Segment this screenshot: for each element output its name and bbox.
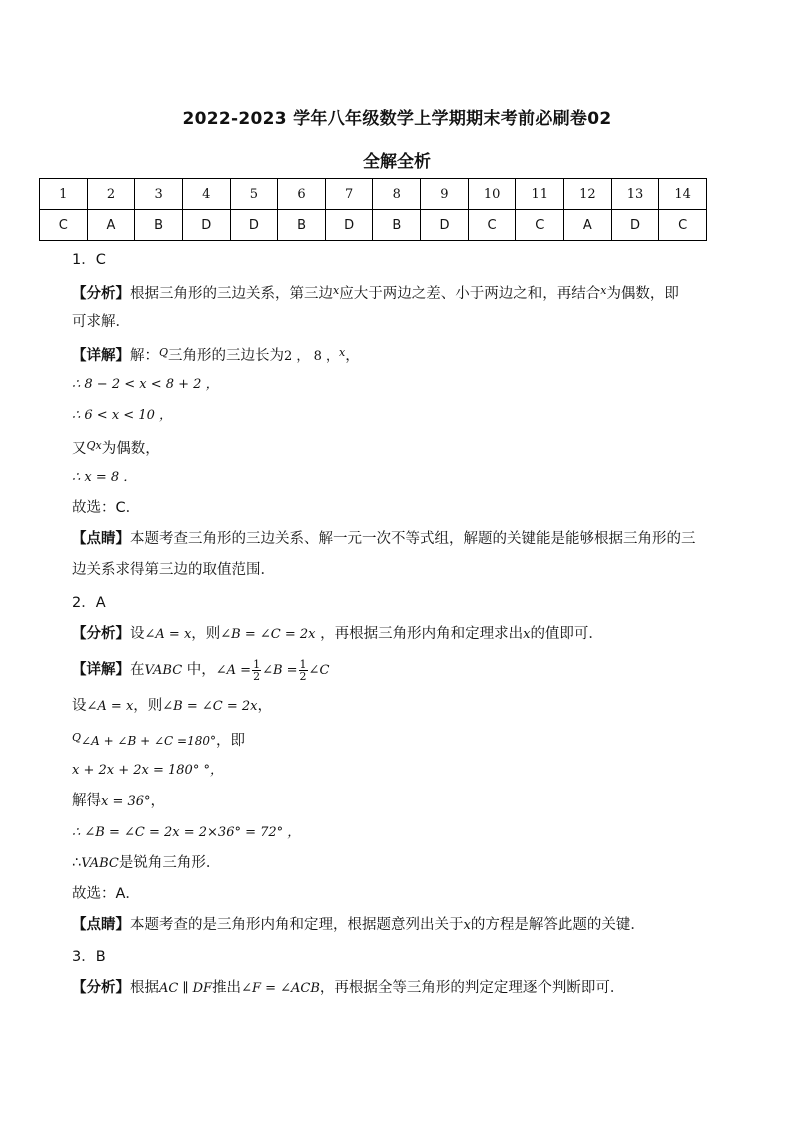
q2-detail-text-b: 中， <box>182 662 216 678</box>
fraction-denominator: 2 <box>299 669 307 683</box>
q1-step3-text-b: 为偶数， <box>101 441 160 457</box>
fraction-half <box>252 659 261 682</box>
math-expr: ∴ 8 − 2 < x < 8 + 2 ， <box>72 377 219 392</box>
q1-detail-text-a: 解： <box>130 348 159 364</box>
question-number: 2 <box>87 179 135 210</box>
answer-cell: D <box>230 210 278 241</box>
q2-sum-text-b: ，即 <box>216 733 246 749</box>
q3-heading: 3．B <box>72 949 106 965</box>
q1-comment-line-1 <box>72 529 696 549</box>
answer-cell: B <box>135 210 183 241</box>
q3-analysis-text-c: ，再根据全等三角形的判定定理逐个判断即可． <box>319 980 625 996</box>
q1-comment-text-a: 本题考查三角形的三边关系、解一元一次不等式组，解题的关键能是能够根据三角形的三 <box>130 531 696 547</box>
q2-set-text-c: ， <box>257 698 272 714</box>
answer-table-number-row <box>40 179 707 210</box>
q3-analysis-line <box>72 978 624 999</box>
fraction-half <box>299 659 308 682</box>
q2-acute-text-b: 是锐角三角形． <box>118 855 221 871</box>
q2-acute-line <box>72 853 220 874</box>
question-number: 11 <box>516 179 564 210</box>
document-subtitle: 全解全析 <box>363 152 431 172</box>
q1-analysis-text-c: 为偶数，即 <box>606 286 679 302</box>
math-expr: ∴ 6 < x < 10 ， <box>72 408 172 423</box>
math-expr: x + 2x + 2x = 180° °， <box>72 763 223 778</box>
because-symbol: Q <box>159 346 169 359</box>
question-number: 14 <box>659 179 707 210</box>
q2-solve-line <box>72 791 165 812</box>
fraction-denominator: 2 <box>253 669 261 683</box>
answer-cell: C <box>468 210 516 241</box>
analysis-tag: 【分析】 <box>72 626 130 642</box>
question-number: 6 <box>278 179 326 210</box>
therefore-symbol: ∴ <box>72 855 82 871</box>
q1-detail-line <box>72 343 360 367</box>
math-expr: ∠A = <box>215 663 252 678</box>
fraction-numerator: 1 <box>253 657 261 671</box>
question-number: 13 <box>611 179 659 210</box>
q1-step-4 <box>72 467 136 488</box>
q2-detail-text-a: 在 <box>130 662 145 678</box>
answer-cell: B <box>278 210 326 241</box>
math-expr: ∠A + ∠B + ∠C =180° <box>81 734 217 748</box>
math-var: x <box>338 346 346 359</box>
math-var: x <box>463 918 471 933</box>
answer-cell: C <box>40 210 88 241</box>
q2-solve-text-a: 解得 <box>72 793 101 809</box>
q1-analysis-text-a: 根据三角形的三边关系，第三边 <box>130 286 333 302</box>
math-var: x <box>95 439 102 452</box>
q1-step-3 <box>72 436 160 459</box>
q2-comment-text-b: 的方程是解答此题的关键． <box>470 917 645 933</box>
q3-analysis-text-b: 推出 <box>212 980 242 996</box>
detail-tag: 【详解】 <box>72 348 130 364</box>
answer-cell: C <box>659 210 707 241</box>
math-expr: x = 36° <box>101 794 151 809</box>
q2-comment-text-a: 本题考查的是三角形内角和定理，根据题意列出关于 <box>130 917 464 933</box>
question-number: 12 <box>564 179 612 210</box>
q1-analysis-line-2: 可求解． <box>72 314 130 330</box>
math-expr: ∠F = ∠ACB <box>241 981 320 996</box>
question-number: 7 <box>325 179 373 210</box>
q1-analysis-line-1 <box>72 281 679 304</box>
math-expr: ∠C <box>308 663 330 678</box>
answer-cell: C <box>516 210 564 241</box>
q3-analysis-text-a: 根据 <box>130 980 159 996</box>
math-expr: ∠B = ∠C = 2x <box>220 627 316 642</box>
question-number: 3 <box>135 179 183 210</box>
math-expr: ∠B = <box>262 663 298 678</box>
question-number: 8 <box>373 179 421 210</box>
q1-step3-text-a: 又 <box>72 441 87 457</box>
q1-detail-nums: 2 ， 8 ， <box>284 349 339 364</box>
analysis-tag: 【分析】 <box>72 980 130 996</box>
q2-analysis-text-c: ，再根据三角形内角和定理求出 <box>315 626 524 642</box>
q2-analysis-text-a: 设 <box>130 626 145 642</box>
math-expr: ∠B = ∠C = 2x <box>162 699 258 714</box>
answer-cell: D <box>421 210 469 241</box>
q2-analysis-line <box>72 624 603 645</box>
q1-detail-end: ， <box>345 348 360 364</box>
analysis-tag: 【分析】 <box>72 286 130 302</box>
document-title: 2022-2023 学年八年级数学上学期期末考前必刷卷02 <box>182 109 612 129</box>
answer-cell: D <box>182 210 230 241</box>
answer-cell: D <box>325 210 373 241</box>
answer-cell: D <box>611 210 659 241</box>
q1-choose: 故选：C． <box>72 500 141 516</box>
q2-angles-line <box>72 822 300 843</box>
q2-set-text-b: ，则 <box>133 698 163 714</box>
question-number: 9 <box>421 179 469 210</box>
q2-solve-text-b: ， <box>150 793 166 809</box>
answer-cell: A <box>87 210 135 241</box>
because-symbol: Q <box>86 439 96 452</box>
answer-table-answer-row <box>40 210 707 241</box>
math-var: x <box>600 284 607 297</box>
q2-choose: 故选：A． <box>72 886 140 902</box>
question-number: 1 <box>40 179 88 210</box>
q2-comment-line <box>72 915 645 936</box>
q2-set-text-a: 设 <box>72 698 87 714</box>
question-number: 5 <box>230 179 278 210</box>
q2-set-line <box>72 696 272 717</box>
q2-detail-line <box>72 656 329 685</box>
answer-table <box>39 178 707 241</box>
because-symbol: Q <box>72 731 82 744</box>
comment-tag: 【点睛】 <box>72 531 130 547</box>
q2-equation <box>72 760 223 781</box>
q1-step-1 <box>72 374 219 395</box>
question-number: 10 <box>468 179 516 210</box>
question-number: 4 <box>182 179 230 210</box>
math-expr: AC ∥ DF <box>159 981 213 996</box>
fraction-numerator: 1 <box>299 657 307 671</box>
answer-cell: A <box>564 210 612 241</box>
q1-step-2 <box>72 405 172 426</box>
q1-detail-text-b: 三角形的三边长为 <box>168 348 285 364</box>
q2-analysis-text-b: ，则 <box>191 626 221 642</box>
q1-heading: 1．C <box>72 252 106 268</box>
comment-tag: 【点睛】 <box>72 917 130 933</box>
triangle-name: VABC <box>144 663 183 678</box>
math-expr: ∠A = x <box>144 627 192 642</box>
math-var: x <box>333 284 340 297</box>
q2-sum-line <box>72 728 245 751</box>
math-expr: ∠A = x <box>86 699 134 714</box>
q2-analysis-text-d: 的值即可． <box>530 626 603 642</box>
q1-analysis-text-b: 应大于两边之差、小于两边之和，再结合 <box>339 286 601 302</box>
math-var: x <box>523 627 531 642</box>
answer-cell: B <box>373 210 421 241</box>
q1-comment-line-2: 边关系求得第三边的取值范围． <box>72 562 275 578</box>
detail-tag: 【详解】 <box>72 662 130 678</box>
q2-heading: 2．A <box>72 595 106 611</box>
triangle-name: VABC <box>81 856 119 871</box>
math-expr: ∴ ∠B = ∠C = 2x = 2×36° = 72° ， <box>72 825 301 840</box>
math-expr: ∴ x = 8 ． <box>72 470 137 485</box>
